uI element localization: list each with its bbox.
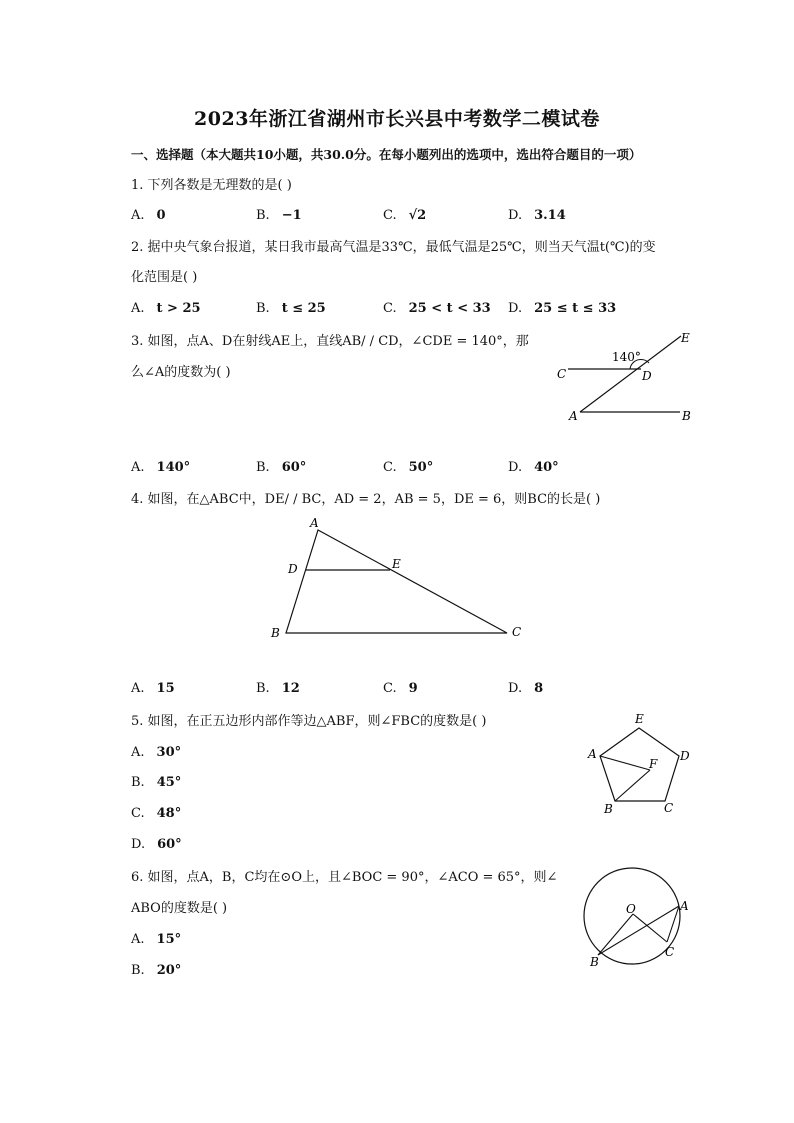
- option-letter: B.: [256, 460, 270, 475]
- option-value: 15: [156, 681, 175, 696]
- point-d-label: D: [680, 749, 690, 763]
- option-letter: A.: [131, 301, 145, 316]
- point-f-label: F: [649, 757, 658, 771]
- q2-stem-line2: 化范围是( ): [131, 270, 198, 285]
- q2-option-a[interactable]: [131, 300, 201, 318]
- option-value: −1: [281, 208, 302, 223]
- q1-option-d[interactable]: [508, 207, 566, 225]
- ray-ae: [580, 336, 681, 412]
- segment-bf: [615, 770, 650, 801]
- option-letter: B.: [256, 301, 270, 316]
- q5-option-d[interactable]: [131, 836, 182, 854]
- option-letter: A.: [131, 460, 145, 475]
- option-letter: B.: [131, 775, 145, 790]
- point-b-label: B: [271, 626, 280, 640]
- point-e-label: E: [681, 331, 690, 345]
- q6-stem-line1: 6. 如图，点A，B，C均在⊙O上，且∠BOC = 90°，∠ACO = 65°，则∠: [131, 870, 558, 885]
- pentagon: [600, 728, 679, 801]
- q5-option-c[interactable]: [131, 805, 181, 823]
- point-c-label: C: [557, 367, 567, 381]
- option-letter: A.: [131, 681, 145, 696]
- option-letter: D.: [508, 301, 523, 316]
- point-a-label: A: [310, 516, 319, 530]
- option-letter: D.: [508, 681, 523, 696]
- point-a-label: A: [569, 409, 578, 423]
- option-letter: B.: [131, 963, 145, 978]
- option-value: 60°: [157, 837, 182, 852]
- point-c-label: C: [664, 801, 674, 815]
- q5-option-a[interactable]: [131, 744, 181, 762]
- q4-figure: [262, 512, 532, 646]
- option-letter: D.: [131, 837, 146, 852]
- point-d-label: D: [288, 562, 298, 576]
- option-value: 25 ≤ t ≤ 33: [534, 301, 617, 316]
- q2-option-d[interactable]: [508, 300, 616, 318]
- q5-stem: 5. 如图，在正五边形内部作等边△ABF，则∠FBC的度数是( ): [131, 714, 487, 729]
- option-letter: B.: [256, 208, 270, 223]
- segment-ob: [598, 914, 633, 955]
- option-letter: C.: [383, 301, 397, 316]
- option-value: 12: [281, 681, 300, 696]
- triangle-abc: [286, 530, 507, 633]
- option-value: 60°: [281, 460, 307, 475]
- option-value: 3.14: [534, 208, 566, 223]
- point-b-label: B: [590, 955, 599, 969]
- option-value: 15°: [156, 932, 182, 947]
- q3-stem-line2: 么∠A的度数为( ): [131, 365, 231, 380]
- option-value: 0: [156, 208, 166, 223]
- q3-figure: [548, 326, 698, 426]
- q5-option-b[interactable]: [131, 774, 181, 792]
- point-b-label: B: [604, 802, 613, 816]
- q3-option-a[interactable]: [131, 459, 190, 477]
- q4-option-d[interactable]: [508, 680, 543, 698]
- option-value: 9: [408, 681, 418, 696]
- option-value: 40°: [534, 460, 559, 475]
- q1-option-c[interactable]: [383, 207, 426, 225]
- q5-figure: [582, 708, 697, 818]
- q3-option-c[interactable]: [383, 459, 433, 477]
- q1-option-a[interactable]: [131, 207, 166, 225]
- angle-label: 140°: [612, 350, 641, 364]
- point-o-label: O: [626, 902, 636, 916]
- point-e-label: E: [392, 557, 401, 571]
- option-value: 8: [534, 681, 544, 696]
- option-value: t > 25: [156, 301, 201, 316]
- option-letter: B.: [256, 681, 270, 696]
- q4-option-b[interactable]: [256, 680, 300, 698]
- option-letter: C.: [383, 460, 397, 475]
- option-letter: A.: [131, 745, 145, 760]
- point-c-label: C: [665, 945, 675, 959]
- q3-stem-line1: 3. 如图，点A、D在射线AE上，直线AB/ / CD，∠CDE = 140°，那: [131, 334, 529, 349]
- q3-option-d[interactable]: [508, 459, 559, 477]
- q3-option-b[interactable]: [256, 459, 306, 477]
- option-value: t ≤ 25: [281, 301, 326, 316]
- option-letter: D.: [508, 460, 523, 475]
- point-a-label: A: [680, 899, 689, 913]
- option-letter: D.: [508, 208, 523, 223]
- q2-stem-line1: 2. 据中央气象台报道，某日我市最高气温是33℃，最低气温是25℃，则当天气温t(℃)的变: [131, 240, 656, 255]
- q4-stem: 4. 如图，在△ABC中，DE/ / BC，AD = 2，AB = 5，DE = 6，则BC的长是( ): [131, 492, 601, 507]
- option-value: 45°: [156, 775, 182, 790]
- segment-ac: [667, 906, 679, 942]
- segment-af: [600, 756, 650, 770]
- option-value: 48°: [156, 806, 182, 821]
- option-letter: C.: [383, 681, 397, 696]
- q4-option-c[interactable]: [383, 680, 418, 698]
- option-value: 50°: [408, 460, 434, 475]
- point-a-label: A: [588, 747, 597, 761]
- option-value: √2: [408, 208, 427, 223]
- point-b-label: B: [682, 409, 691, 423]
- point-e-label: E: [635, 712, 644, 726]
- option-value: 140°: [156, 460, 191, 475]
- q1-stem: 1. 下列各数是无理数的是( ): [131, 178, 292, 193]
- q1-option-b[interactable]: [256, 207, 302, 225]
- q4-option-a[interactable]: [131, 680, 175, 698]
- point-d-label: D: [642, 369, 652, 383]
- q2-option-c[interactable]: [383, 300, 491, 318]
- q6-stem-line2: ABO的度数是( ): [131, 901, 228, 916]
- q6-option-b[interactable]: [131, 962, 181, 980]
- option-letter: A.: [131, 932, 145, 947]
- section-heading: 一、选择题（本大题共10小题，共30.0分。在每小题列出的选项中，选出符合题目的一项）: [131, 147, 642, 162]
- q2-option-b[interactable]: [256, 300, 326, 318]
- q6-figure: [578, 862, 698, 972]
- point-c-label: C: [512, 625, 522, 639]
- segment-oc: [633, 914, 667, 942]
- option-value: 25 < t < 33: [408, 301, 491, 316]
- option-letter: C.: [131, 806, 145, 821]
- option-value: 30°: [156, 745, 182, 760]
- option-value: 20°: [156, 963, 182, 978]
- page-title: 2023年浙江省湖州市长兴县中考数学二模试卷: [194, 108, 600, 130]
- option-letter: C.: [383, 208, 397, 223]
- option-letter: A.: [131, 208, 145, 223]
- q6-option-a[interactable]: [131, 931, 181, 949]
